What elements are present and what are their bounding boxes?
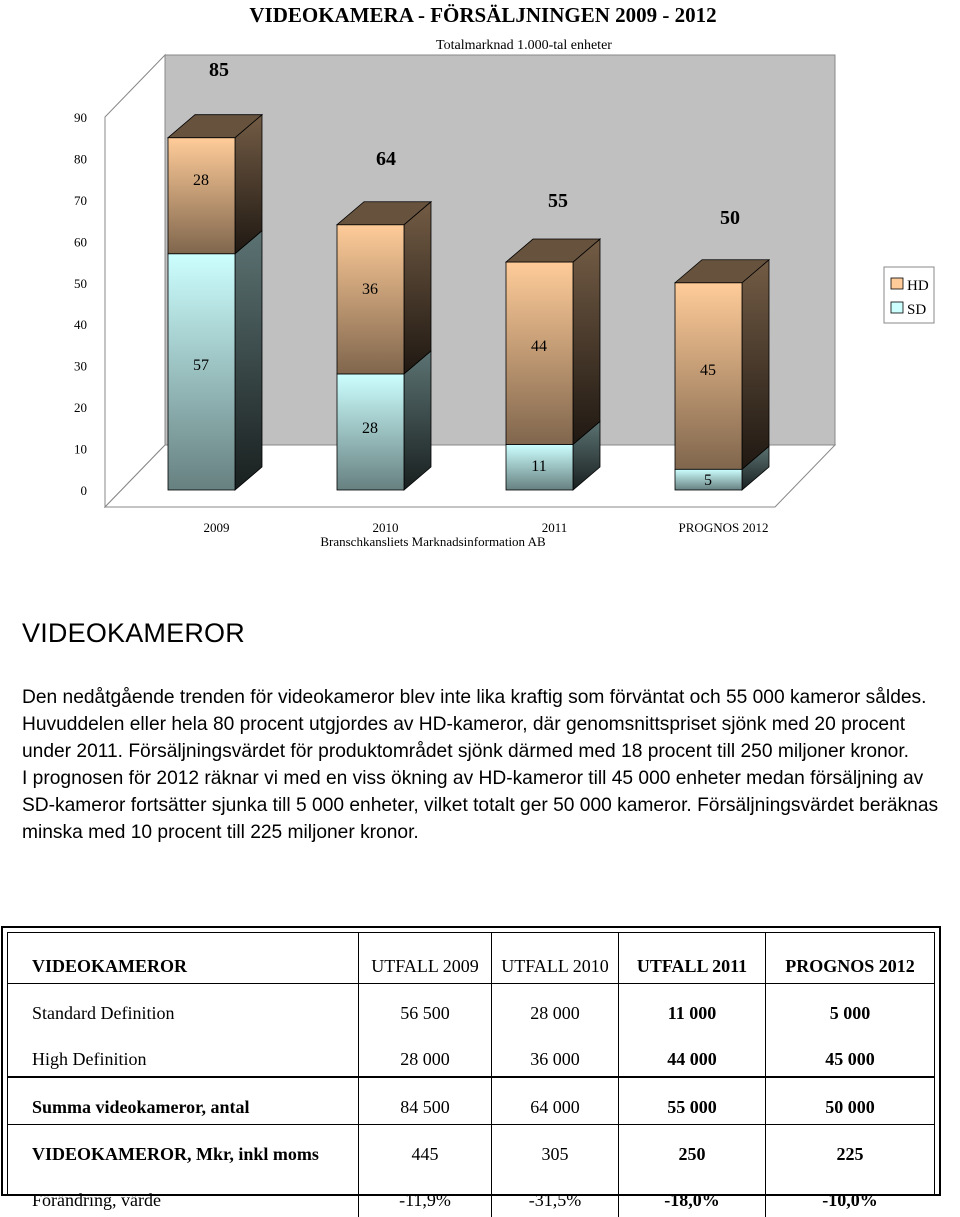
row-label: Förändring, värde — [32, 1190, 161, 1210]
table-cell: -18,0% — [619, 1171, 766, 1217]
x-axis — [204, 520, 769, 535]
y-tick-label: 70 — [74, 192, 87, 208]
paragraph-1: Den nedåtgående trenden för videokameror blev inte lika kraftig som förväntat och 55 000 kameror såldes. Huvuddelen eller hela 80 procent utgjordes av HD-kameror, där genomsnittspriset sjönk med 20 procent under 2011. Försäljningsvärdet för produktområdet sjönk därmed med 18 procent till 250 miljoner kronor. — [22, 687, 927, 762]
x-tick-label: 2009 — [203, 520, 230, 535]
paragraph-2: I prognosen för 2012 räknar vi med en viss ökning av HD-kameror till 45 000 enheter medan försäljning av SD-kameror fortsätter sjunka till 5 000 enheter, vilket totalt ger 50 000 kameror. Försäljningsvärdet beräknas minska med 10 procent till 225 miljoner kronor. — [22, 768, 939, 843]
bar-segment-hd — [168, 138, 235, 254]
table-cell: 445 — [359, 1125, 492, 1172]
data-label-sd: 5 — [704, 472, 712, 489]
header-cell: UTFALL 2010 — [492, 933, 619, 984]
bar-side-sd — [404, 351, 431, 490]
bar-side-hd — [404, 202, 431, 374]
x-tick-label: PROGNOS 2012 — [678, 520, 769, 535]
row-label: High Definition — [32, 1049, 147, 1069]
data-label-total: 64 — [376, 148, 396, 170]
legend-swatch-hd — [891, 278, 903, 289]
table-cell: 64 000 — [492, 1077, 619, 1125]
table-row — [8, 1125, 934, 1172]
table-cell: 5 000 — [766, 984, 935, 1031]
data-label-sd: 28 — [362, 420, 378, 437]
data-label-hd: 45 — [700, 362, 716, 379]
row-label: VIDEOKAMEROR, Mkr, inkl moms — [8, 1125, 359, 1172]
y-tick-label: 0 — [80, 483, 87, 498]
table-header-row — [8, 933, 934, 984]
table-cell: -11,9% — [359, 1171, 492, 1217]
y-tick-label: 10 — [74, 441, 87, 457]
table-row — [8, 1077, 934, 1125]
data-label-total: 55 — [548, 190, 568, 212]
header-cell: UTFALL 2011 — [619, 933, 766, 984]
table-row — [8, 1171, 934, 1217]
table-cell: 28 000 — [359, 1030, 492, 1077]
chart-title: VIDEOKAMERA - FÖRSÄLJNINGEN 2009 - 2012 — [249, 3, 717, 27]
y-tick-label: 60 — [74, 234, 87, 250]
table-row — [8, 1030, 934, 1077]
table-cell: 28 000 — [492, 984, 619, 1031]
x-tick-label: 2010 — [372, 520, 399, 535]
data-label-hd: 28 — [193, 172, 209, 189]
row-label: Summa videokameror, antal — [8, 1077, 359, 1125]
chart-legend — [884, 267, 934, 323]
table-cell: 36 000 — [492, 1030, 619, 1077]
chart-source: Branschkansliets Marknadsinformation AB — [320, 534, 546, 549]
chart-side-wall — [105, 55, 165, 507]
legend-label-hd: HD — [907, 278, 929, 294]
chart-subtitle: Totalmarknad 1.000-tal enheter — [436, 38, 612, 53]
table-cell: 250 — [619, 1125, 766, 1172]
legend-label-sd: SD — [907, 302, 927, 318]
y-tick-label: 80 — [74, 151, 87, 167]
y-tick-label: 20 — [74, 400, 87, 416]
table-cell: 225 — [766, 1125, 935, 1172]
header-cell: PROGNOS 2012 — [766, 933, 935, 984]
bar-side-hd — [235, 115, 262, 254]
data-label-total: 50 — [720, 207, 740, 229]
table-cell: -31,5% — [492, 1171, 619, 1217]
table-cell: 50 000 — [766, 1077, 935, 1125]
table-cell: 44 000 — [619, 1030, 766, 1077]
legend-swatch-sd — [891, 302, 903, 313]
data-label-hd: 44 — [531, 338, 547, 355]
section-heading: VIDEOKAMEROR — [22, 618, 245, 648]
stacked-bar-chart — [0, 0, 960, 600]
body-text — [22, 684, 957, 846]
bar-side-hd — [742, 260, 769, 470]
y-tick-label: 40 — [74, 317, 87, 333]
table-row — [8, 984, 934, 1031]
table-cell: 305 — [492, 1125, 619, 1172]
y-tick-label: 50 — [74, 275, 87, 291]
table-cell: 55 000 — [619, 1077, 766, 1125]
table-cell: 84 500 — [359, 1077, 492, 1125]
table-cell: -10,0% — [766, 1171, 935, 1217]
data-label-sd: 11 — [531, 458, 547, 475]
y-axis — [74, 110, 87, 498]
y-tick-label: 90 — [74, 109, 87, 125]
data-label-hd: 36 — [362, 281, 378, 298]
bar-segment-hd — [337, 225, 404, 374]
data-label-sd: 57 — [193, 357, 209, 374]
table-cell: 11 000 — [619, 984, 766, 1031]
header-cell: UTFALL 2009 — [359, 933, 492, 984]
header-cell: VIDEOKAMEROR — [32, 956, 188, 976]
bar-side-sd — [235, 231, 262, 490]
table-cell: 45 000 — [766, 1030, 935, 1077]
data-label-total: 85 — [209, 59, 229, 81]
sales-table — [1, 926, 941, 1210]
x-tick-label: 2011 — [541, 520, 568, 535]
bar-side-hd — [573, 239, 600, 444]
row-label: Standard Definition — [8, 984, 359, 1031]
y-tick-label: 30 — [74, 358, 87, 374]
table-cell: 56 500 — [359, 984, 492, 1031]
